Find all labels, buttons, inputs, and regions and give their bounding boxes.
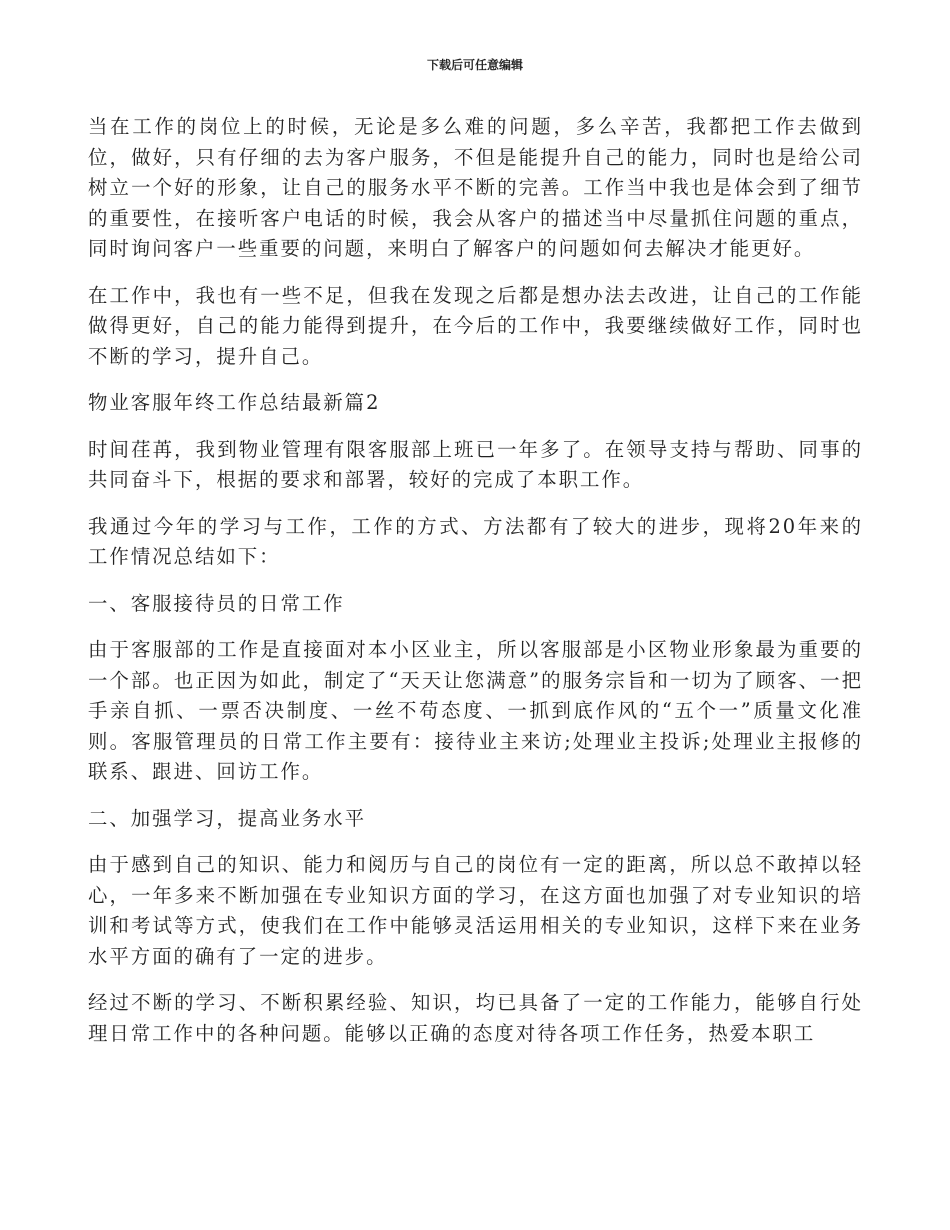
paragraph-4: 我通过今年的学习与工作，工作的方式、方法都有了较大的进步，现将20年来的工作情况总结如下：	[88, 514, 863, 568]
paragraph-6: 由于感到自己的知识、能力和阅历与自己的岗位有一定的距离，所以总不敢掉以轻心，一年多来不断加强在专业知识方面的学习，在这方面也加强了对专业知识的培训和考试等方式，使我们在工作中能够灵活运用相关的专业知识，这样下来在业务水平方面的确有了一定的进步。	[88, 853, 863, 968]
paragraph-3: 时间荏苒，我到物业管理有限客服部上班已一年多了。在领导支持与帮助、同事的共同奋斗下，根据的要求和部署，较好的完成了本职工作。	[88, 437, 863, 491]
paragraph-7: 经过不断的学习、不断积累经验、知识，均已具备了一定的工作能力，能够自行处理日常工作中的各种问题。能够以正确的态度对待各项工作任务，热爱本职工	[88, 991, 863, 1045]
document-body	[88, 112, 863, 1065]
paragraph-1: 当在工作的岗位上的时候，无论是多么难的问题，多么辛苦，我都把工作去做到位，做好，只有仔细的去为客户服务，不但是能提升自己的能力，同时也是给公司树立一个好的形象，让自己的服务水平不断的完善。工作当中我也是体会到了细节的重要性，在接听客户电话的时候，我会从客户的描述当中尽量抓住问题的重点，同时询问客户一些重要的问题，来明白了解客户的问题如何去解决才能更好。	[88, 115, 863, 260]
section-title: 物业客服年终工作总结最新篇2	[88, 391, 381, 414]
paragraph-2: 在工作中，我也有一些不足，但我在发现之后都是想办法去改进，让自己的工作能做得更好，自己的能力能得到提升，在今后的工作中，我要继续做好工作，同时也不断的学习，提升自己。	[88, 283, 863, 368]
page-header: 下载后可任意编辑	[426, 58, 523, 72]
heading-1: 一、客服接待员的日常工作	[88, 591, 345, 615]
paragraph-5: 由于客服部的工作是直接面对本小区业主，所以客服部是小区物业形象最为重要的一个部。也正因为如此，制定了“天天让您满意”的服务宗旨和一切为了顾客、一把手亲自抓、一票否决制度、一丝不苟态度、一抓到底作风的“五个一”质量文化准则。客服管理员的日常工作主要有：接待业主来访;处理业主投诉;处理业主报修的联系、跟进、回访工作。	[88, 638, 863, 783]
heading-2: 二、加强学习，提高业务水平	[88, 806, 367, 830]
